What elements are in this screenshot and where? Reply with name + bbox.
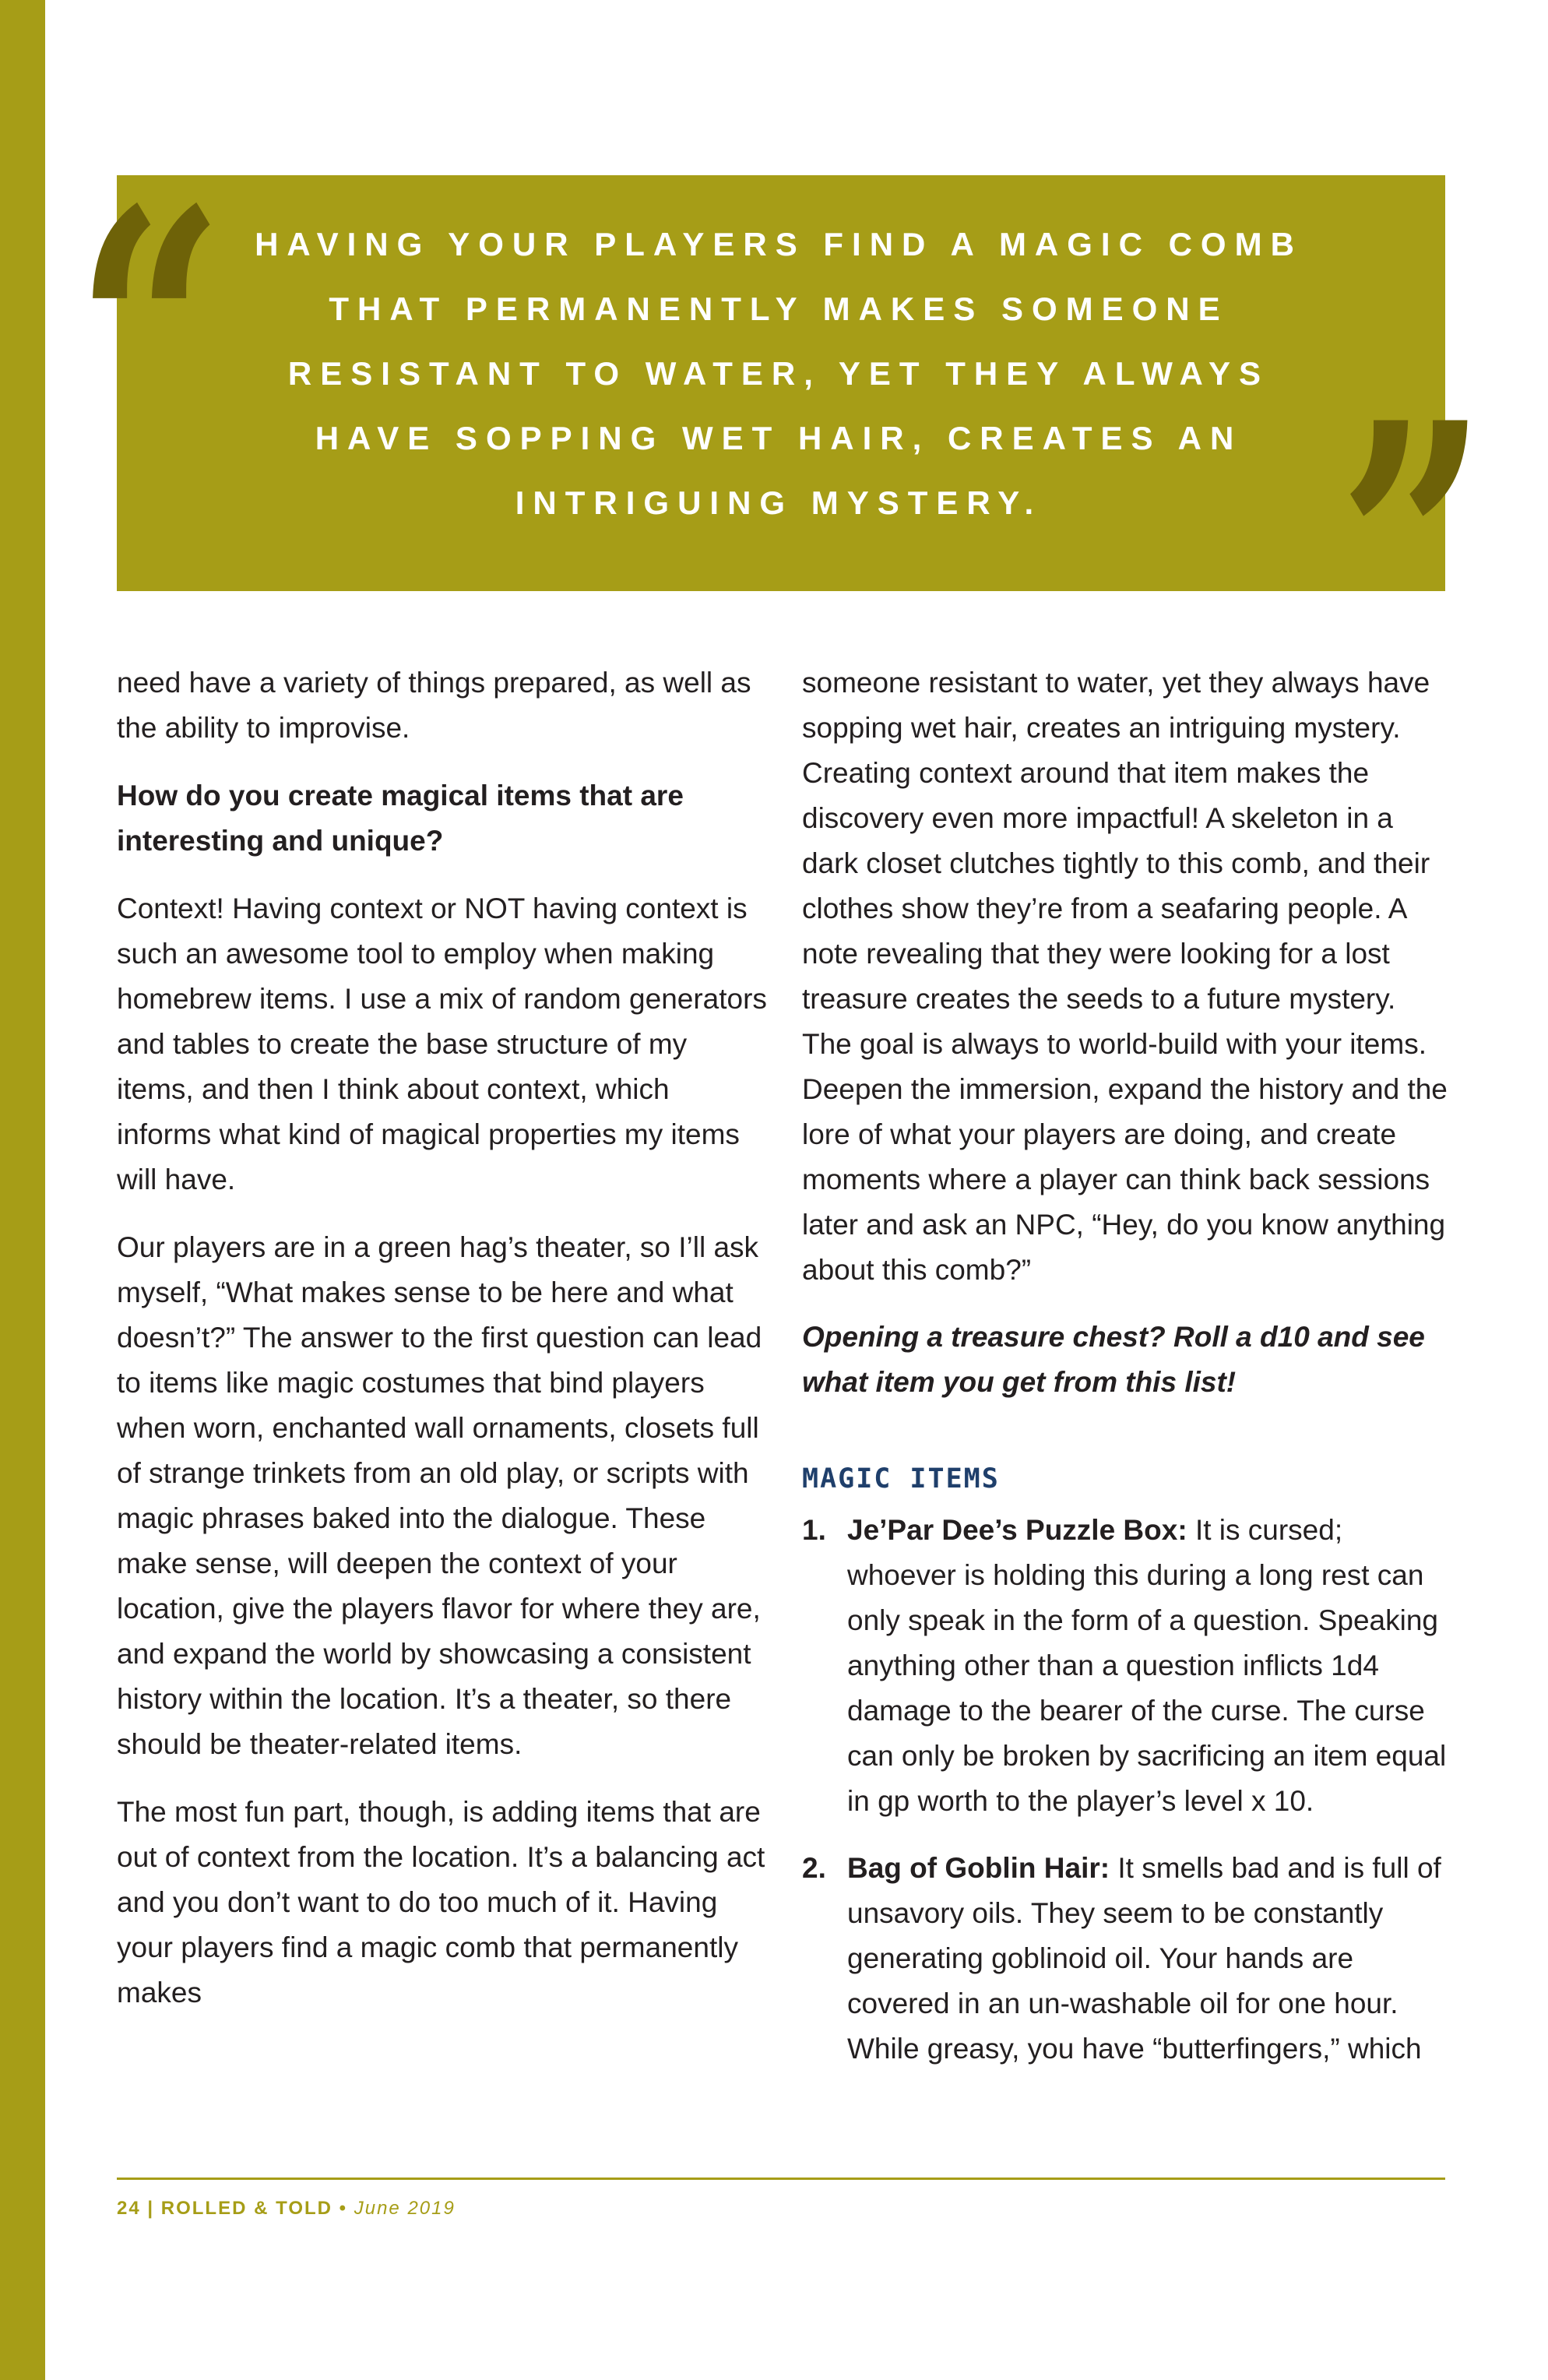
magic-items-list bbox=[802, 1508, 1448, 2072]
footer-bullet: • bbox=[339, 2198, 348, 2219]
issue-date: June 2019 bbox=[354, 2198, 456, 2219]
page-number: 24 bbox=[117, 2198, 141, 2219]
close-quote-mark: ” bbox=[1338, 350, 1488, 744]
item-description: It is cursed; whoever is holding this during a long rest can only speak in the form of a question. Speaking anything other than a question inflicts 1d4 damage to the bearer of the curse. The curse can only be broken by sacrificing an item equal in gp worth to the player’s level x 10. bbox=[847, 1514, 1447, 1817]
item-title: Bag of Goblin Hair: bbox=[847, 1852, 1110, 1884]
pull-quote-text: HAVING YOUR PLAYERS FIND A MAGIC COMB THAT PERMANENTLY MAKES SOMEONE RESISTANT TO WATER, YET THEY ALWAYS HAVE SOPPING WET HAIR, CREATES AN INTRIGUING MYSTERY. bbox=[255, 226, 1303, 521]
item-description: It smells bad and is full of unsavory oils. They seem to be constantly generating goblinoid oil. Your hands are covered in an un-washable oil for one hour. While greasy, you have “butterfingers,” which bbox=[847, 1852, 1441, 2065]
body-paragraph: Context! Having context or NOT having context is such an awesome tool to employ when making homebrew items. I use a mix of random generators and tables to create the base structure of my items, and then I think about context, which informs what kind of magical properties my items will have. bbox=[117, 892, 767, 1195]
list-item bbox=[802, 1846, 1448, 2072]
magic-items-heading: MAGIC ITEMS bbox=[802, 1463, 1000, 1495]
interview-question: How do you create magical items that are interesting and unique? bbox=[117, 780, 684, 857]
left-column bbox=[117, 660, 771, 2038]
list-number: 1. bbox=[802, 1514, 826, 1546]
list-number: 2. bbox=[802, 1852, 826, 1884]
right-column bbox=[802, 660, 1448, 2093]
item-title: Je’Par Dee’s Puzzle Box: bbox=[847, 1514, 1187, 1546]
page-footer bbox=[117, 2198, 456, 2220]
body-paragraph: someone resistant to water, yet they always have sopping wet hair, creates an intriguing mystery. Creating context around that item makes the discovery even more impactful! A skeleton in a dark closet clutches tightly to this comb, and their clothes show they’re from a seafaring people. A note revealing that they were looking for a lost treasure creates the seeds to a future mystery. The goal is always to world-build with your items. Deepen the immersion, expand the history and the lore of what your players are doing, and create moments where a player can think back sessions later and ask an NPC, “Hey, do you know anything about this comb?” bbox=[802, 667, 1448, 1286]
left-accent-bar bbox=[0, 0, 45, 2380]
footer-separator: | bbox=[147, 2198, 155, 2219]
callout-text: Opening a treasure chest? Roll a d10 and see what item you get from this list! bbox=[802, 1321, 1425, 1398]
body-paragraph: Our players are in a green hag’s theater, so I’ll ask myself, “What makes sense to be here and what doesn’t?” The answer to the first question can lead to items like magic costumes that bind players when worn, enchanted wall ornaments, closets full of strange trinkets from an old play, or scripts with magic phrases baked into the dialogue. These make sense, will deepen the context of your location, give the players flavor for where they are, and expand the world by showcasing a consistent history within the location. It’s a theater, so there should be theater-related items. bbox=[117, 1231, 762, 1760]
open-quote-mark: “ bbox=[75, 137, 225, 530]
footer-rule bbox=[117, 2178, 1445, 2180]
list-item bbox=[802, 1508, 1448, 1824]
publication-name: ROLLED & TOLD bbox=[160, 2198, 332, 2219]
body-paragraph: The most fun part, though, is adding items that are out of context from the location. It’s a balancing act and you don’t want to do too much of it. Having your players find a magic comb that permanently makes bbox=[117, 1796, 765, 2009]
body-paragraph: need have a variety of things prepared, as well as the ability to improvise. bbox=[117, 667, 751, 744]
